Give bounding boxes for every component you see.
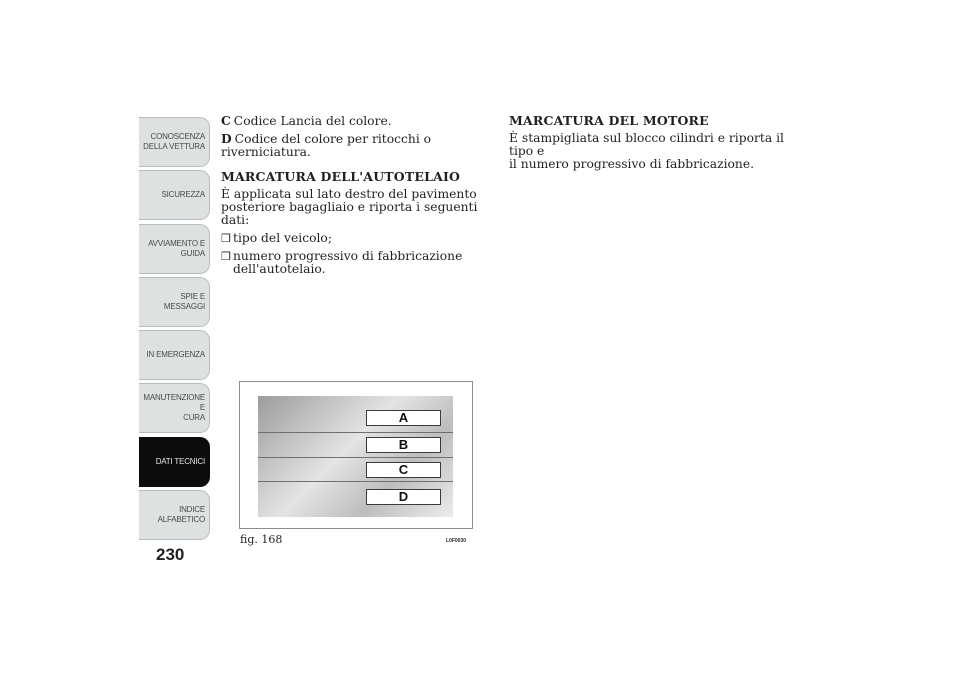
- engine-text-2: il numero progressivo di fabbricazione.: [509, 157, 755, 171]
- item-d-letter: D: [221, 131, 232, 146]
- item-d-text: Codice del colore per ritocchi o riverniciatura.: [221, 132, 432, 159]
- figure-caption: fig. 168: [240, 533, 283, 546]
- sidebar-item-spie[interactable]: SPIE E MESSAGGI: [139, 277, 210, 327]
- engine-text-1: È stampigliata sul blocco cilindri e riporta il tipo e: [509, 131, 784, 158]
- chassis-text-1: È applicata sul lato destro del pavimento: [221, 187, 477, 201]
- plate-label-c: C: [366, 462, 441, 478]
- page-number: 230: [156, 545, 185, 564]
- plate-label-d: D: [366, 489, 441, 505]
- bullet-1: [221, 232, 491, 245]
- chassis-heading: MARCATURA DELL'AUTOTELAIO: [221, 169, 461, 184]
- sidebar-item-indice[interactable]: INDICE ALFABETICO: [139, 490, 210, 540]
- sidebar-item-emergenza[interactable]: IN EMERGENZA: [139, 330, 210, 380]
- bullet-box-icon: ❒: [221, 250, 231, 263]
- bullet-1-text: tipo del veicolo;: [233, 231, 332, 245]
- plate-label-b: B: [366, 437, 441, 453]
- item-d: [221, 132, 491, 159]
- sidebar-item-sicurezza[interactable]: SICUREZZA: [139, 170, 210, 220]
- bullet-2-text: numero progressivo di fabbricazione: [233, 249, 463, 263]
- sidebar-item-manutenzione[interactable]: MANUTENZIONE E CURA: [139, 383, 210, 433]
- right-column: [509, 114, 799, 171]
- plate-divider: [258, 457, 453, 458]
- plate-label-a: A: [366, 410, 441, 426]
- sidebar-item-avviamento[interactable]: AVVIAMENTO E GUIDA: [139, 224, 210, 274]
- sidebar-item-dati-tecnici[interactable]: DATI TECNICI: [139, 437, 210, 487]
- left-column: [221, 114, 491, 276]
- plate-divider: [258, 432, 453, 433]
- chassis-text-2: posteriore bagagliaio e riporta i seguenti dati:: [221, 200, 478, 227]
- item-c: [221, 114, 491, 128]
- bullet-2: [221, 250, 491, 263]
- plate-divider: [258, 481, 453, 482]
- item-c-text: Codice Lancia del colore.: [233, 114, 392, 128]
- figure-plate: [258, 396, 453, 517]
- figure-code: L0F0030: [446, 538, 467, 544]
- engine-heading: MARCATURA DEL MOTORE: [509, 113, 709, 128]
- bullet-box-icon: ❒: [221, 232, 231, 245]
- item-c-letter: C: [221, 113, 231, 128]
- sidebar-item-conoscenza[interactable]: CONOSCENZA DELLA VETTURA: [139, 117, 210, 167]
- bullet-2-continuation: dell'autotelaio.: [233, 262, 326, 276]
